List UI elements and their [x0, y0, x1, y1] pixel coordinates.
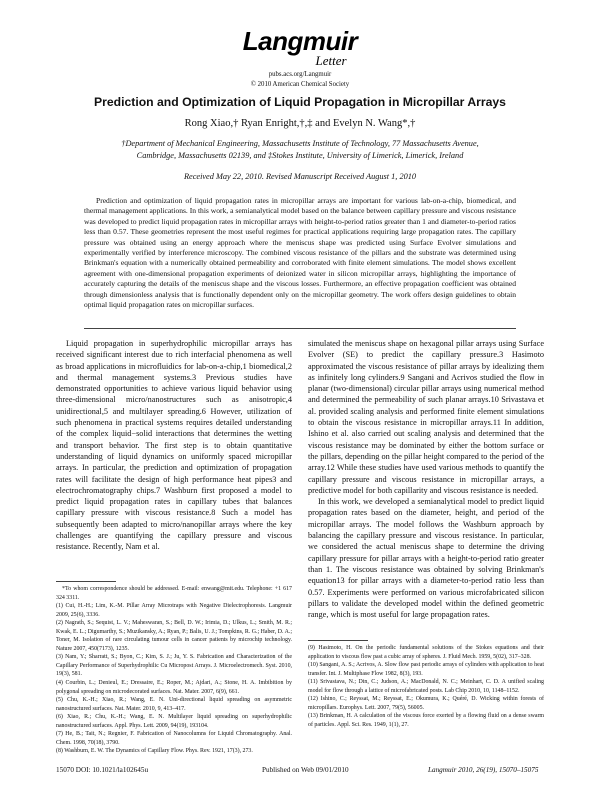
reference-item: (13) Brinkman, H. A calculation of the viscous force exerted by a flowing fluid on a dense swarm of particles. Appl. Sci. Res. 1949, 1(1), 27.: [308, 713, 544, 728]
reference-item: (9) Hasimoto, H. On the periodic fundamental solutions of the Stokes equations and their application to viscous flow past a cubic array of spheres. J. Fluid Mech. 1959, 5(02), 317–328.: [308, 645, 544, 660]
author-list: Rong Xiao,† Ryan Enright,†,‡ and Evelyn N. Wang*,†: [184, 118, 416, 129]
footer-published: Published on Web 09/01/2010: [262, 766, 349, 774]
body-column-right: [308, 338, 544, 620]
footnote-divider: [308, 640, 368, 641]
references-left: [56, 585, 292, 756]
reference-item: (8) Washburn, E. W. The Dynamics of Capillary Flow. Phys. Rev. 1921, 17(3), 273.: [56, 748, 253, 755]
body-column-left: [56, 338, 292, 553]
correspondence-note: *To whom correspondence should be addressed. E-mail: enwang@mit.edu. Telephone: +1 617 324 3311.: [56, 586, 292, 601]
reference-item: (5) Chu, K.-H.; Xiao, R.; Wang, E. N. Uni-directional liquid spreading on asymmetric nanostructured surfaces. Nat. Mater. 2010, 9, 413–417.: [56, 697, 292, 712]
article-title: Prediction and Optimization of Liquid Propagation in Micropillar Arrays: [94, 95, 506, 109]
paragraph: simulated the meniscus shape on hexagonal pillar arrays using Surface Evolver (SE) to predict the capillary pressure.3 Hasimoto approximated the viscous resistance of pillar arrays by idealizing them as infinitely long cylinders.9 Sangani and Acrivos studied the flow in planar (two-dimensional) circular pillar arrays using numerical method and determined the permeability of such planar arrays.10 Srivastava et al. provided scaling analysis and performed finite element simulations to obtain the viscous resistance in micropillar arrays.11 In addition, Ishino et al. also carried out scaling analysis and determined that the viscous resistance may be dominated by either the bottom surface or the pillars, depending on the pillar height compared to the period of the array.12 While these studies have used various methods to quantify the capillary pressure and viscous resistance in micropillar arrays, a predictive model for both capillarity and viscous resistance is needed.: [308, 339, 544, 495]
footnote-divider: [56, 581, 116, 582]
paragraph: In this work, we developed a semianalytical model to predict liquid propagation rates based on the diameter, height, and period of the micropillar arrays. The model follows the Washburn approach by balancing the capillary pressure and viscous resistance. In particular, we considered the actual meniscus shape to determine the driving capillary pressure for pillar arrays with a height-to-period ratio greater than 1. The viscous resistance was obtained by solving Brinkman's equation13 for pillar arrays with a diameter-to-period ratio less than 0.57. Experiments were performed on various microfabricated silicon pillars to validate the developed model within the defined geometric range, which is most useful for large propagation rates.: [308, 497, 544, 620]
journal-name: Langmuir: [242, 26, 358, 56]
footer-doi: 15070 DOI: 10.1021/la102645u: [56, 766, 149, 774]
reference-item: (11) Srivastava, N.; Din, C.; Judson, A.; MacDonald, N. C.; Meinhart, C. D. A unified scaling model for flow through a lattice of microfabricated posts. Lab Chip 2010, 10, 1148–1152.: [308, 679, 544, 694]
publication-info: [0, 70, 600, 90]
affiliations: [40, 138, 560, 162]
reference-item: (12) Ishino, C.; Reyssat, M.; Reyssat, E.; Okumura, K.; Quéré, D. Wicking within forests of micropillars. Europhys. Lett. 2007, 79(5), 56005.: [308, 696, 544, 711]
copyright: © 2010 American Chemical Society: [250, 81, 350, 88]
article-type: Letter: [315, 53, 347, 68]
reference-item: (3) Nam, Y.; Sharratt, S.; Byon, C.; Kim, S. J.; Ju, Y. S. Fabrication and Characterization of the Capillary Performance of Superhydrophilic Cu Micropost Arrays. J. Microelectromech. Syst. 2010, 19(3), 581.: [56, 654, 292, 678]
footer-citation: Langmuir 2010, 26(19), 15070–15075: [428, 766, 539, 774]
reference-item: (1) Cui, H.-H.; Lim, K.-M. Pillar Array Microtraps with Negative Dielectrophoresis. Langmuir 2009, 25(6), 3336.: [56, 603, 292, 618]
abstract-divider: [84, 328, 516, 329]
reference-item: (6) Xiao, R.; Chu, K.-H.; Wang, E. N. Multilayer liquid spreading on superhydrophilic nanostructured surfaces. Appl. Phys. Lett. 2009, 94(19), 193104.: [56, 714, 292, 729]
references-right: [308, 644, 544, 729]
reference-item: (4) Courbin, L.; Denieul, E.; Dressaire, E.; Roper, M.; Ajdari, A.; Stone, H. A. Imbibition by polygonal spreading on microdecorated surfaces. Nat. Mater. 2007, 6(9), 661.: [56, 680, 292, 695]
abstract: Prediction and optimization of liquid propagation rates in micropillar arrays are important for various lab-on-a-chip, biomedical, and thermal management applications. In this work, a semianalytical model based on the balance between capillary pressure and viscous resistance was developed to predict liquid propagation rates in micropillar arrays with height-to-period ratios greater than 1 and diameter-to-period ratios less than 0.57. These geometries represent the most useful regimes for practical applications requiring large propagation rates. The capillary pressure was obtained using an energy approach where the meniscus shape was predicted using Surface Evolver simulations and experimentally verified by interference microscopy. The combined viscous resistance of the pillars and the substrate was determined using Brinkman's equation with a numerically obtained permeability and corroborated with finite element simulations. The model shows excellent agreement with one-dimensional propagation experiments of deionized water in silicon micropillar arrays, highlighting the importance of accurately capturing the details of the meniscus shape and the viscous losses. Furthermore, an effective propagation coefficient was obtained through dimensionless analysis that is functionally dependent only on the micropillar geometry. The work offers design guidelines to obtain optimal liquid propagation rates on micropillar surfaces.: [84, 196, 516, 310]
journal-masthead: [0, 27, 600, 67]
received-dates: Received May 22, 2010. Revised Manuscript Received August 1, 2010: [183, 172, 417, 181]
journal-url[interactable]: pubs.acs.org/Langmuir: [268, 71, 332, 78]
paragraph: Liquid propagation in superhydrophilic micropillar arrays has received significant interest due to rich interfacial phenomena as well as broad applications in microfluidics for lab-on-a-chip,1 biomedical,2 and thermal management systems.3 Previous studies have demonstrated opportunities to achieve various liquid behavior using three-dimensional micro/nanostructures such as anisotropic,4 unidirectional,5 and multilayer spreading.6 However, utilization of such phenomena in practical systems requires detailed understanding of the complex liquid−solid interactions that determines the wetting and transport behavior. The first step is to obtain quantitative understanding of liquid dynamics on uniformly spaced micropillar arrays. In particular, the prediction and optimization of propagation rates will facilitate the design of high performance heat pipes3 and electrochromatography chips.7 Washburn first proposed a model to predict liquid propagation rates in capillary tubes that balances capillary pressure with viscous resistance.8 Such a model has subsequently been adapted to micro/nanopillar arrays where the key challenges are quantifying the capillary pressure and viscous resistance. Recently, Nam et al.: [56, 339, 292, 552]
affiliation-line-1: †Department of Mechanical Engineering, Massachusetts Institute of Technology, 77 Massachusetts Avenue,: [121, 139, 479, 148]
reference-item: (2) Nagrath, S.; Sequist, L. V.; Maheswaran, S.; Bell, D. W.; Irimia, D.; Ulkus, L.; Smith, M. R.; Kwak, E. L.; Digumarthy, S.; Muzikansky, A.; Ryan, P.; Balis, U. J.; Tompkins, R. G.; Haber, D. A.; Toner, M. Isolation of rare circulating tumour cells in cancer patients by microchip technology. Nature 2007, 450(7173), 1235.: [56, 620, 292, 652]
reference-item: (10) Sangani, A. S.; Acrivos, A. Slow flow past periodic arrays of cylinders with application to heat transfer. Int. J. Multiphase Flow 1982, 8(3), 193.: [308, 662, 544, 677]
reference-item: (7) He, B.; Tait, N.; Regnier, F. Fabrication of Nanocolumns for Liquid Chromatography. Anal. Chem. 1998, 70(18), 3790.: [56, 731, 292, 746]
affiliation-line-2: Cambridge, Massachusetts 02139, and ‡Stokes Institute, University of Limerick, Limerick, Ireland: [136, 151, 464, 160]
